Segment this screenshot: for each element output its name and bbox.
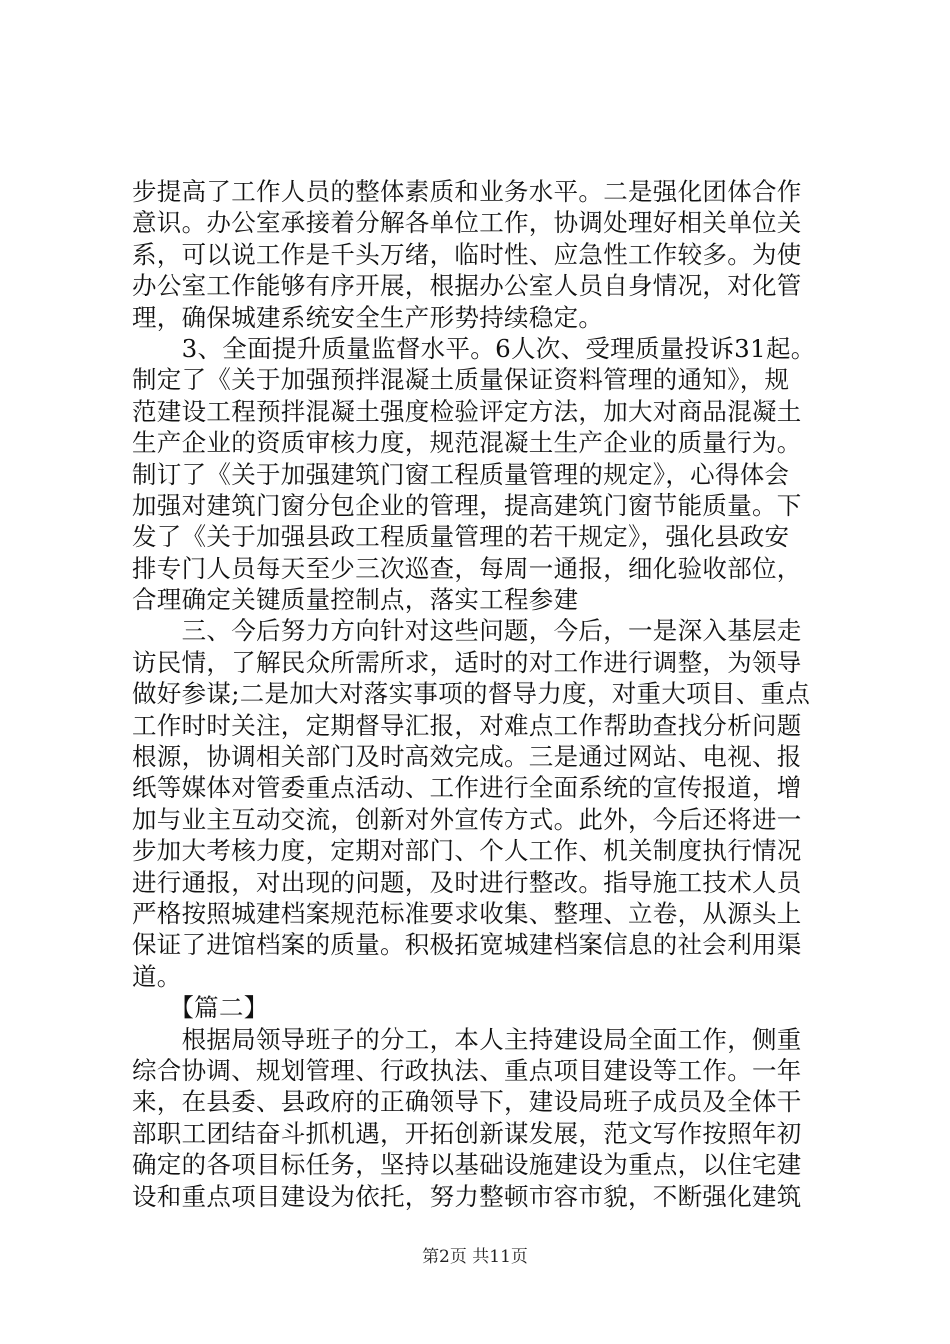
text-line: 发了《关于加强县政工程质量管理的若干规定》，强化县政安 (132, 522, 790, 552)
text-line: 进行通报，对出现的问题，及时进行整改。指导施工技术人员 (132, 867, 802, 897)
text-line: 来，在县委、县政府的正确领导下，建设局班子成员及全体干 (132, 1087, 802, 1117)
text-line: 范建设工程预拌混凝土强度检验评定方法，加大对商品混凝土 (132, 396, 802, 426)
text-line: 步提高了工作人员的整体素质和业务水平。二是强化团体合作 (132, 177, 802, 206)
text-line: 加强对建筑门窗分包企业的管理，提高建筑门窗节能质量。下 (132, 490, 802, 520)
text-line: 三、今后努力方向针对这些问题，今后，一是深入基层走 (132, 616, 802, 646)
text-line: 意识。办公室承接着分解各单位工作，协调处理好相关单位关 (132, 208, 802, 238)
text-line: 排专门人员每天至少三次巡查，每周一通报，细化验收部位， (132, 553, 802, 583)
text-line: 做好参谋;二是加大对落实事项的督导力度，对重大项目、重点 (132, 679, 811, 709)
text-line: 访民情，了解民众所需所求，适时的对工作进行调整，为领导 (132, 647, 802, 677)
text-line: 制定了《关于加强预拌混凝土质量保证资料管理的通知》，规 (132, 365, 790, 395)
text-line: 根源，协调相关部门及时高效完成。三是通过网站、电视、报 (132, 742, 802, 772)
text-line: 道。 (132, 961, 182, 991)
text-line: 【篇二】 (132, 993, 269, 1023)
text-line: 严格按照城建档案规范标准要求收集、整理、立卷，从源头上 (132, 898, 802, 928)
text-line: 设和重点项目建设为依托，努力整顿市容市貌，不断强化建筑 (132, 1181, 802, 1211)
text-line: 生产企业的资质审核力度，规范混凝土生产企业的质量行为。 (132, 428, 802, 458)
text-line: 系，可以说工作是千头万绪，临时性、应急性工作较多。为使 (132, 239, 802, 269)
text-line: 3、全面提升质量监督水平。6人次、受理质量投诉31起。 (132, 333, 816, 363)
document-body (132, 176, 832, 1212)
text-line: 根据局领导班子的分工，本人主持建设局全面工作，侧重 (132, 1024, 802, 1054)
text-line: 步加大考核力度，定期对部门、个人工作、机关制度执行情况 (132, 836, 802, 866)
text-line: 确定的各项目标任务，坚持以基础设施建设为重点，以住宅建 (132, 1150, 802, 1180)
text-line: 加与业主互动交流，创新对外宣传方式。此外，今后还将进一 (132, 804, 802, 834)
text-line: 理，确保城建系统安全生产形势持续稳定。 (132, 302, 604, 332)
text-line: 工作时时关注，定期督导汇报，对难点工作帮助查找分析问题 (132, 710, 802, 740)
text-line: 综合协调、规划管理、行政执法、重点项目建设等工作。一年 (132, 1055, 802, 1085)
text-line: 制订了《关于加强建筑门窗工程质量管理的规定》，心得体会 (132, 459, 790, 489)
text-line: 纸等媒体对管委重点活动、工作进行全面系统的宣传报道，增 (132, 773, 802, 803)
text-line: 部职工团结奋斗抓机遇，开拓创新谋发展，范文写作按照年初 (132, 1118, 802, 1148)
text-line: 办公室工作能够有序开展，根据办公室人员自身情况，对化管 (132, 271, 802, 301)
text-line: 保证了进馆档案的质量。积极拓宽城建档案信息的社会利用渠 (132, 930, 802, 960)
text-line: 合理确定关键质量控制点，落实工程参建 (132, 585, 579, 615)
page-number-footer: 第2页 共11页 (422, 1247, 528, 1267)
